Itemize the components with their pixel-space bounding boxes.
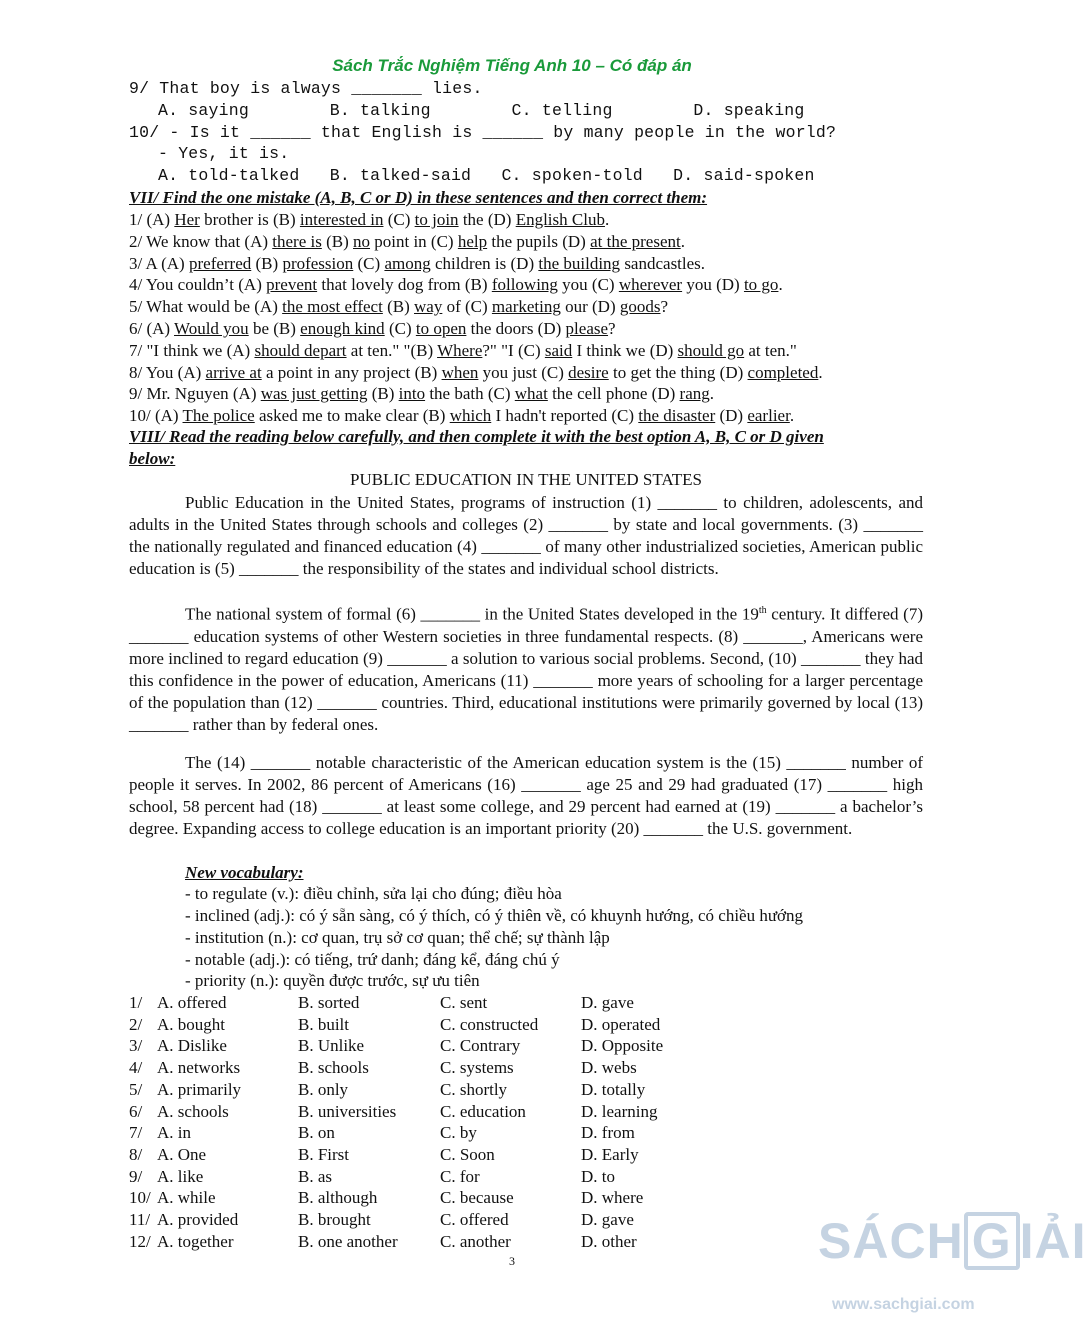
option-a: A. networks <box>157 1058 241 1078</box>
sentence-text: our (D) <box>560 297 620 317</box>
underlined-option: should depart <box>254 340 347 360</box>
option-c: C. for <box>440 1166 480 1186</box>
option-d: D. gave <box>581 993 634 1012</box>
option-b: B. brought <box>298 1210 371 1229</box>
mistake-sentence <box>129 318 616 340</box>
option-d: D. learning <box>581 1101 658 1121</box>
option-c: C. education <box>440 1101 526 1121</box>
option-a: A. primarily <box>157 1079 242 1099</box>
option-a: A. while <box>157 1188 216 1208</box>
underlined-option: The police <box>182 406 255 426</box>
watermark-logo <box>818 1212 1087 1270</box>
sentence-text: (C) <box>383 210 415 229</box>
underlined-option: enough kind <box>300 319 385 338</box>
option-a: A. bought <box>157 1014 225 1034</box>
sentence-text: the pupils (D) <box>487 231 591 251</box>
watermark-url: www.sachgiai.com <box>832 1296 975 1313</box>
sentence-text: ? <box>660 297 669 317</box>
sentence-text: brother is (B) <box>199 210 300 229</box>
underlined-option: desire <box>568 362 609 382</box>
sentence-text: children is (D) <box>430 253 539 273</box>
underlined-option: marketing <box>491 297 561 317</box>
sentence-text: point in (C) <box>370 231 458 251</box>
reading-paragraph-2 <box>129 600 923 736</box>
option-b: B. only <box>298 1079 349 1099</box>
sentence-text: . <box>789 406 795 426</box>
sentence-text: ?" "I (C) <box>482 340 545 360</box>
option-d: D. webs <box>581 1058 637 1078</box>
sentence-text: you (D) <box>682 275 744 295</box>
underlined-option: said <box>544 340 573 360</box>
sentence-text: be (B) <box>248 319 301 338</box>
underlined-option: wherever <box>618 275 683 295</box>
sentence-text: 4/ You couldn’t (A) <box>129 275 267 295</box>
underlined-option: which <box>449 406 492 426</box>
underlined-option: no <box>353 231 371 251</box>
underlined-option: among <box>384 253 431 273</box>
option-b: B. built <box>298 1014 350 1034</box>
option-c: C. Soon <box>440 1144 495 1164</box>
sentence-text: 8/ You (A) <box>129 362 206 382</box>
sentence-text: the bath (C) <box>425 384 515 404</box>
answer-number: 12/ <box>129 1231 151 1251</box>
option-c: C. shortly <box>440 1079 508 1099</box>
option-c: C. sent <box>440 993 488 1012</box>
underlined-option: arrive at <box>205 362 262 382</box>
option-d: D. totally <box>581 1079 646 1099</box>
underlined-option: when <box>441 362 479 382</box>
page-number: 3 <box>509 1254 515 1268</box>
sentence-text: the doors (D) <box>466 319 566 338</box>
option-a: A. like <box>157 1166 204 1186</box>
underlined-option: preferred <box>188 253 252 273</box>
underlined-option: the most effect <box>282 297 383 317</box>
answer-number: 7/ <box>129 1123 143 1143</box>
option-c: C. by <box>440 1123 477 1143</box>
underlined-option: Her <box>174 210 200 229</box>
underlined-option: at the present <box>590 231 681 251</box>
question-10-reply: - Yes, it is. <box>158 144 290 163</box>
sentence-text: (D) <box>715 406 748 426</box>
option-d: D. Early <box>581 1144 639 1164</box>
sentence-text: . <box>778 275 783 295</box>
underlined-option: earlier <box>747 406 790 426</box>
sentence-text: (C) <box>353 253 385 273</box>
question-10-stem: 10/ - Is it ______ that English is ______ by many people in the world? <box>129 123 837 142</box>
underlined-option: Where <box>437 340 483 360</box>
option-c: C. another <box>440 1231 511 1251</box>
mistake-sentence <box>129 296 668 318</box>
answer-number: 1/ <box>129 993 143 1012</box>
answer-number: 10/ <box>129 1188 151 1208</box>
sentence-text: . <box>680 231 685 251</box>
sentence-text: 5/ What would be (A) <box>129 297 283 317</box>
option-d: D. operated <box>581 1014 661 1034</box>
vocabulary-item: - institution (n.): cơ quan, trụ sở cơ quan; thể chế; sự thành lập <box>185 928 610 947</box>
vocabulary-item: - priority (n.): quyền được trước, sự ưu tiên <box>185 971 480 990</box>
underlined-option: rang <box>679 384 710 404</box>
underlined-option: prevent <box>266 275 318 295</box>
option-d: D. gave <box>581 1210 634 1229</box>
sentence-text: 10/ (A) <box>129 406 183 426</box>
option-b: B. Unlike <box>298 1036 365 1056</box>
page-header: Sách Trắc Nghiệm Tiếng Anh 10 – Có đáp án <box>332 56 692 75</box>
vocabulary-title: New vocabulary: <box>185 863 304 882</box>
reading-paragraph-2-part-1: The national system of formal (6) _______ in the United States developed in the 19 <box>185 604 759 624</box>
sentence-text: a point in any project (B) <box>261 362 442 382</box>
mistake-sentence <box>129 253 705 275</box>
underlined-option: way <box>414 297 443 317</box>
option-b: B. universities <box>298 1101 397 1121</box>
mistake-sentence <box>129 274 783 296</box>
sentence-text: to get the thing (D) <box>608 362 748 382</box>
option-b: B. sorted <box>298 993 360 1012</box>
watermark-text-left: SÁCH <box>818 1213 964 1269</box>
vocabulary-item: - notable (adj.): có tiếng, trứ danh; đáng kể, đáng chú ý <box>185 950 560 969</box>
option-b: B. schools <box>298 1058 369 1078</box>
underlined-option: interested in <box>299 210 384 229</box>
sentence-text: the (D) <box>458 210 516 229</box>
sentence-text: 2/ We know that (A) <box>129 231 273 251</box>
section-8-title-cont: below: <box>129 449 176 468</box>
underlined-option: what <box>514 384 548 404</box>
option-b: B. although <box>298 1188 378 1208</box>
sentence-text: . <box>818 362 823 382</box>
answer-number: 3/ <box>129 1036 143 1056</box>
sentence-text: that lovely dog from (B) <box>317 275 492 295</box>
option-d: D. to <box>581 1166 615 1186</box>
mistake-sentence <box>129 405 794 427</box>
vocabulary-item: - inclined (adj.): có ý sẵn sàng, có ý thích, có ý thiên về, có khuynh hướng, có chiều hướng <box>185 906 804 925</box>
answer-number: 4/ <box>129 1058 143 1078</box>
ordinal-suffix: th <box>758 605 767 616</box>
sentence-text: at ten." "(B) <box>346 340 438 360</box>
answer-number: 8/ <box>129 1144 143 1164</box>
sentence-text: 1/ (A) <box>129 210 175 229</box>
sentence-text: the cell phone (D) <box>547 384 680 404</box>
sentence-text: I think we (D) <box>572 340 678 360</box>
answer-number: 11/ <box>129 1210 151 1229</box>
option-c: C. offered <box>440 1210 509 1229</box>
answer-number: 9/ <box>129 1166 143 1186</box>
underlined-option: should go <box>677 340 745 360</box>
reading-paragraph-2-part-2: century. It differed (7) _______ education systems of other Western societies in three fundamental respects. (8) _______, Americans were more inclined to regard education (9) _______ a solution to various social problems. Second, (10) _______ they had this confidence in the power of education, Americans (11) _______ more years of schooling for a larger percentage of the population than (12) _______ countries. Third, educational institutions were primarily governed by local (13) _______ rather than by federal ones. <box>129 604 923 734</box>
underlined-option: the building <box>538 253 621 273</box>
question-9-options: A. saying B. talking C. telling D. speaking <box>158 101 805 120</box>
option-d: D. Opposite <box>581 1036 664 1056</box>
mistake-sentence <box>129 340 797 362</box>
sentence-text: 9/ Mr. Nguyen (A) <box>129 384 261 404</box>
underlined-option: goods <box>619 297 661 317</box>
option-d: D. from <box>581 1123 635 1143</box>
answer-number: 6/ <box>129 1101 143 1121</box>
sentence-text: (C) <box>384 319 416 338</box>
option-a: A. offered <box>157 993 227 1012</box>
sentence-text: 3/ A (A) <box>129 253 189 273</box>
sentence-text: (B) <box>251 253 283 273</box>
vocabulary-item: - to regulate (v.): điều chỉnh, sửa lại cho đúng; điều hòa <box>185 884 562 903</box>
option-d: D. where <box>581 1188 644 1208</box>
mistake-sentence <box>129 383 714 405</box>
sentence-text: (B) <box>382 297 415 317</box>
option-a: A. together <box>157 1231 234 1251</box>
mistake-sentence <box>129 362 823 384</box>
sentence-text: sandcastles. <box>620 253 706 273</box>
underlined-option: English Club <box>515 210 605 229</box>
question-9-stem: 9/ That boy is always _______ lies. <box>129 79 483 98</box>
option-d: D. other <box>581 1231 637 1251</box>
sentence-text: of (C) <box>442 297 492 317</box>
underlined-option: into <box>398 384 426 404</box>
option-a: A. provided <box>157 1210 239 1229</box>
answer-number: 2/ <box>129 1014 143 1034</box>
option-c: C. constructed <box>440 1014 539 1034</box>
option-b: B. one another <box>298 1231 398 1251</box>
underlined-option: there is <box>272 231 322 251</box>
option-a: A. One <box>157 1144 207 1164</box>
sentence-text: (B) <box>321 231 354 251</box>
underlined-option: please <box>565 319 609 338</box>
watermark-g-box: G <box>964 1212 1020 1270</box>
underlined-option: to open <box>415 319 467 338</box>
option-b: B. as <box>298 1166 332 1186</box>
option-a: A. in <box>157 1123 191 1143</box>
underlined-option: was just getting <box>260 384 368 404</box>
mistake-sentence <box>129 231 685 253</box>
underlined-option: help <box>457 231 488 251</box>
option-c: C. Contrary <box>440 1036 521 1056</box>
reading-title: PUBLIC EDUCATION IN THE UNITED STATES <box>349 470 702 489</box>
sentence-text: . <box>709 384 714 404</box>
mistake-sentence <box>129 209 609 231</box>
option-a: A. schools <box>157 1101 229 1121</box>
sentence-text: ? <box>608 319 616 338</box>
underlined-option: completed <box>747 362 819 382</box>
reading-paragraph-1: Public Education in the United States, programs of instruction (1) _______ to children, adolescents, and adults in the United States through schools and colleges (2) _______ by state and local governments. (3) _______ the nationally regulated and financed education (4) _______ of many other industrialized societies, American public education is (5) _______ the responsibility of the states and individual school districts. <box>129 493 923 578</box>
sentence-text: (B) <box>367 384 399 404</box>
watermark-text-right: IẢI <box>1019 1213 1087 1269</box>
option-c: C. systems <box>440 1058 514 1078</box>
underlined-option: Would you <box>174 319 249 338</box>
option-b: B. First <box>298 1144 350 1164</box>
sentence-text: at ten." <box>744 340 797 360</box>
section-8-title: VIII/ Read the reading below carefully, and then complete it with the best option A, B, C or D given <box>129 427 824 446</box>
reading-paragraph-3: The (14) _______ notable characteristic of the American education system is the (15) _______ number of people it serves. In 2002, 86 percent of Americans (16) _______ age 25 and 29 had graduated (17) _______ high school, 58 percent had (18) _______ at least some college, and 29 percent had earned at (19) _______ a bachelor’s degree. Expanding access to college education is an important priority (20) _______ the U.S. government. <box>129 753 923 838</box>
underlined-option: profession <box>282 253 354 273</box>
sentence-text: you (C) <box>557 275 619 295</box>
option-b: B. on <box>298 1123 335 1143</box>
sentence-text: I hadn't reported (C) <box>491 406 639 426</box>
option-a: A. Dislike <box>157 1036 227 1056</box>
sentence-text: 7/ "I think we (A) <box>129 340 255 360</box>
sentence-text: asked me to make clear (B) <box>254 406 450 426</box>
sentence-text: you just (C) <box>478 362 569 382</box>
question-10-options: A. told-talked B. talked-said C. spoken-told D. said-spoken <box>158 166 815 185</box>
option-c: C. because <box>440 1188 514 1208</box>
sentence-text: 6/ (A) <box>129 319 175 338</box>
underlined-option: the disaster <box>638 406 716 426</box>
underlined-option: to join <box>414 210 459 229</box>
sentence-text: . <box>604 210 610 229</box>
answer-number: 5/ <box>129 1079 143 1099</box>
underlined-option: following <box>491 275 558 295</box>
underlined-option: to go <box>743 275 779 295</box>
section-7-title: VII/ Find the one mistake (A, B, C or D) in these sentences and then correct them: <box>129 188 708 207</box>
